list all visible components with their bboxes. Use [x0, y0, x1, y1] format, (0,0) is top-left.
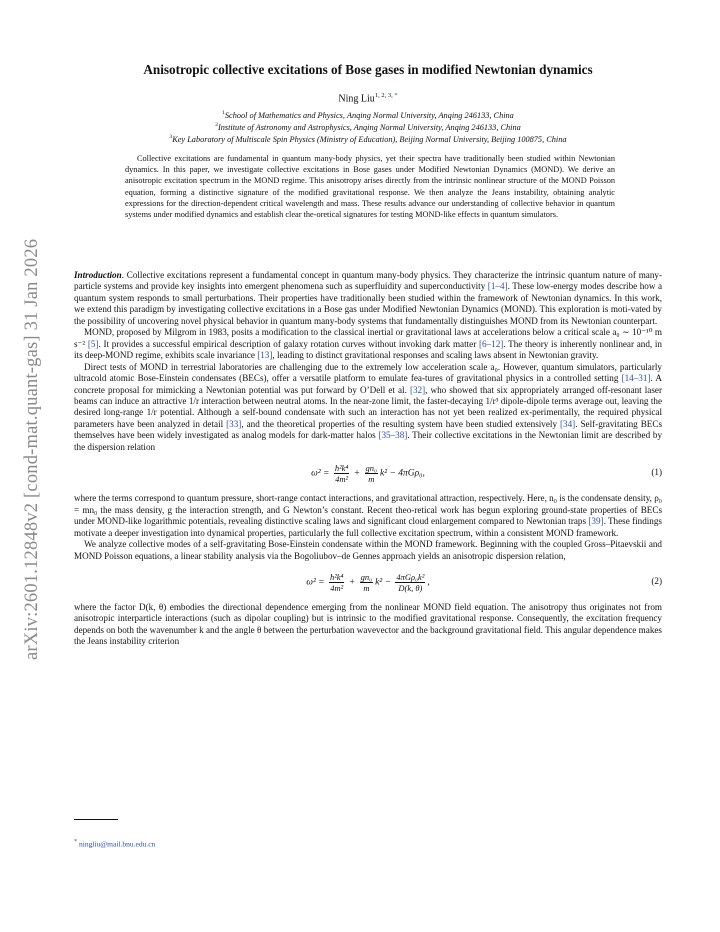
paragraph-1	[74, 270, 662, 327]
affiliation-2	[74, 122, 662, 132]
eq-term: k² − 4πGρ₀,	[380, 468, 425, 479]
eq-term: ω² =	[311, 468, 332, 479]
abstract: Collective excitations are fundamental in quantum many-body physics, yet their spectra have traditionally been studied within Newtonian dynamics. In this paper, we investigate collective excitations in Bose gases under Modified Newtonian Dynamics (MOND). We derive an anisotropic excitation spectrum in the MOND regime. This anisotropy arises directly from the intrinsic nonlinear structure of the MOND Poisson equation, forming a distinctive signature of the modified gravitational response. We then analyze the Jeans instability, obtaining analytic expressions for the direction-dependent critical wavelength and mass. These results advance our understanding of collective behavior in quantum systems under modified dynamics and establish clear the-oretical signatures for testing MOND-like effects in quantum simulators.	[125, 154, 615, 220]
text-run: , leading to distinct gravitational responses and scaling laws absent in Newtonian gravity.	[272, 350, 599, 361]
equation-1	[74, 458, 662, 488]
text-run: , and the theoretical properties of the resulting system have been studied extensively	[241, 418, 560, 429]
footnote-mark: *	[74, 838, 78, 845]
text-run: Direct tests of MOND in terrestrial laboratories are challenging due to the extremely low acceleration scale a₀. However, quantum simulators, particularly ultracold atomic Bose-Einstein condensates (BECs), offer a versatile platform to emulate fea-tures of gravitational physics in a controlled setting	[74, 361, 662, 384]
text-run: . The theory is inherently nonlinear and, in its deep-MOND regime, exhibits scale invariance	[74, 338, 662, 361]
author-affil-marks: 1, 2, 3,	[374, 92, 395, 99]
eq-denominator: D(k, θ)	[398, 582, 423, 593]
eq-term: ,	[427, 577, 430, 588]
eq-denominator: 4m²	[330, 582, 344, 593]
author-footnote-mark[interactable]: *	[394, 92, 398, 99]
citation-link[interactable]: [34]	[560, 418, 576, 429]
eq-fraction	[365, 463, 378, 484]
author-line	[74, 92, 662, 104]
citation-link[interactable]: [6–12]	[478, 338, 504, 349]
paragraph-4	[74, 493, 662, 539]
eq-term: +	[346, 577, 358, 588]
eq-numerator: 4πGρ₀k²	[396, 571, 425, 582]
footnote-email-link[interactable]: ningliu@mail.bnu.edu.cn	[79, 839, 156, 849]
citation-link[interactable]: [5]	[87, 338, 99, 349]
eq-denominator: 4m²	[335, 474, 349, 485]
text-run: MOND, proposed by Milgrom in 1983, posits a modification to the classical inertial or gravitational laws at accelerations below a critical scale a₀ ∼ 10⁻¹⁰ m s⁻²	[74, 327, 662, 349]
affiliation-mark: 3	[169, 134, 173, 140]
citation-link[interactable]: [1–4]	[487, 281, 508, 292]
eq-term: k² −	[375, 577, 394, 588]
eq-fraction	[329, 572, 345, 593]
text-run: . Self-gravitating BECs themselves have been widely investigated as analog models for dark-matter halos	[74, 418, 662, 441]
equation-2-math	[74, 572, 662, 593]
affiliation-mark: 1	[222, 110, 225, 116]
eq-denominator: m	[363, 582, 370, 593]
citation-link[interactable]: [13]	[257, 350, 273, 361]
eq-fraction	[395, 572, 425, 593]
equation-number: (1)	[651, 467, 662, 478]
affiliation-mark: 2	[215, 122, 218, 128]
equation-number: (2)	[651, 575, 662, 586]
text-run: . Collective excitations represent a fundamental concept in quantum many-body physics. They characterize the intrinsic quantum nature of many-particle systems and provide key insights into emergent phenomena such as superfluidity and superconductivity	[74, 270, 662, 292]
paragraph-5: We analyze collective modes of a self-gravitating Bose-Einstein condensate within the MOND framework. Beginning with the coupled Gross–Pitaevskii and MOND Poisson equations, a linear stability analysis via the Bogoliubov–de Gennes approach yields an anisotropic dispersion relation,	[74, 539, 662, 561]
affiliation-text: Institute of Astronomy and Astrophysics, Anqing Normal University, Anqing 246133, China	[217, 122, 521, 132]
eq-term: +	[351, 468, 363, 479]
paragraph-6: where the factor D(k, θ) embodies the directional dependence emerging from the nonlinear MOND field equation. The anisotropy thus originates not from anisotropic interparticle interactions (such as dipolar coupling) but is intrinsic to the modified gravitational response. Consequently, the excitation frequency depends on both the wavenumber k and the angle θ between the perturbation wavevector and the background gravitational field. This angular dependence makes the Jeans instability criterion	[74, 601, 662, 647]
paragraph-3	[74, 362, 662, 454]
eq-term: ω² =	[306, 577, 327, 588]
affiliation-3	[74, 134, 662, 144]
section-lead: Introduction	[74, 270, 122, 280]
citation-link[interactable]: [33]	[226, 418, 242, 429]
text-run: . Their collective excitations in the Newtonian limit are described by the dispersion relation	[74, 430, 663, 452]
footnote-rule	[74, 819, 118, 820]
text-run: . It provides a successful empirical description of galaxy rotation curves without invoking dark matter	[98, 338, 479, 349]
eq-numerator: ħ²k⁴	[329, 571, 344, 582]
arxiv-identifier: arXiv:2601.12848v2 [cond-mat.quant-gas] 31 Jan 2026	[22, 238, 42, 660]
eq-numerator: gn₀	[360, 571, 373, 582]
author-name: Ning Liu	[338, 93, 375, 105]
eq-fraction	[334, 463, 350, 484]
paragraph-2	[74, 327, 662, 361]
citation-link[interactable]: [39]	[588, 516, 604, 527]
main-text	[74, 270, 662, 648]
eq-fraction	[360, 572, 373, 593]
equation-2	[74, 567, 662, 597]
footnote	[74, 838, 155, 849]
eq-denominator: m	[368, 474, 375, 485]
text-run: . A concrete proposal for mimicking a Newtonian potential was put forward by O’Dell et al.	[74, 373, 662, 395]
equation-1-math	[74, 463, 662, 484]
citation-link[interactable]: [32]	[409, 384, 426, 395]
affiliation-text: School of Mathematics and Physics, Anqing Normal University, Anqing 246133, China	[224, 110, 514, 120]
citation-link[interactable]: [35–38]	[378, 430, 408, 441]
paper-title: Anisotropic collective excitations of Bose gases in modified Newtonian dynamics	[143, 62, 593, 77]
eq-numerator: gn₀	[365, 463, 378, 474]
affiliation-text: Key Laboratory of Multiscale Spin Physics (Ministry of Education), Beijing Normal University, Beijing 100875, China	[172, 134, 567, 144]
text-run: , who showed that six appropriately arranged off-resonant laser beams can induce an attractive 1/r interaction between neutral atoms. In the near-zone limit, the faster-decaying 1/r³ dipole-dipole terms average out, leaving the desired long-range 1/r potential. Although a self-bound condensate with such an interaction has not yet been realized ex-perimentally, the required physical parameters have been analyzed in detail	[74, 384, 662, 429]
text-run: where the terms correspond to quantum pressure, short-range contact interactions, and gravitational attraction, respectively. Here, n₀ is the condensate density, ρ₀ = mn₀ the mass density, g the interaction strength, and G Newton’s constant. Recent theo-retical work has begun exploring ground-state properties of BECs under MOND-like logarithmic potentials, revealing distinctive scaling laws and significant cloud enlargement compared to Newtonian traps	[74, 493, 662, 527]
citation-link[interactable]: [14–31]	[621, 373, 651, 384]
text-run: . These findings motivate a deeper investigation into dynamical properties, particularly the full collective excitation spectrum, within a consistent MOND framework.	[74, 516, 662, 538]
affiliation-1	[74, 110, 662, 120]
text-run: . These low-energy modes describe how a quantum system responds to small perturbations. Their properties have traditionally been studied within the framework of Newtonian dynamics. In this work, we extend this paradigm by investigating collective excitations in a Bose gas under Modified Newtonian Dynamics (MOND). This exploration is moti-vated by the possibility of uncovering novel physical behavior in quantum many-body systems that fundamentally distinguishes MOND from its Newtonian counterpart.	[74, 281, 662, 326]
eq-numerator: ħ²k⁴	[334, 463, 349, 474]
